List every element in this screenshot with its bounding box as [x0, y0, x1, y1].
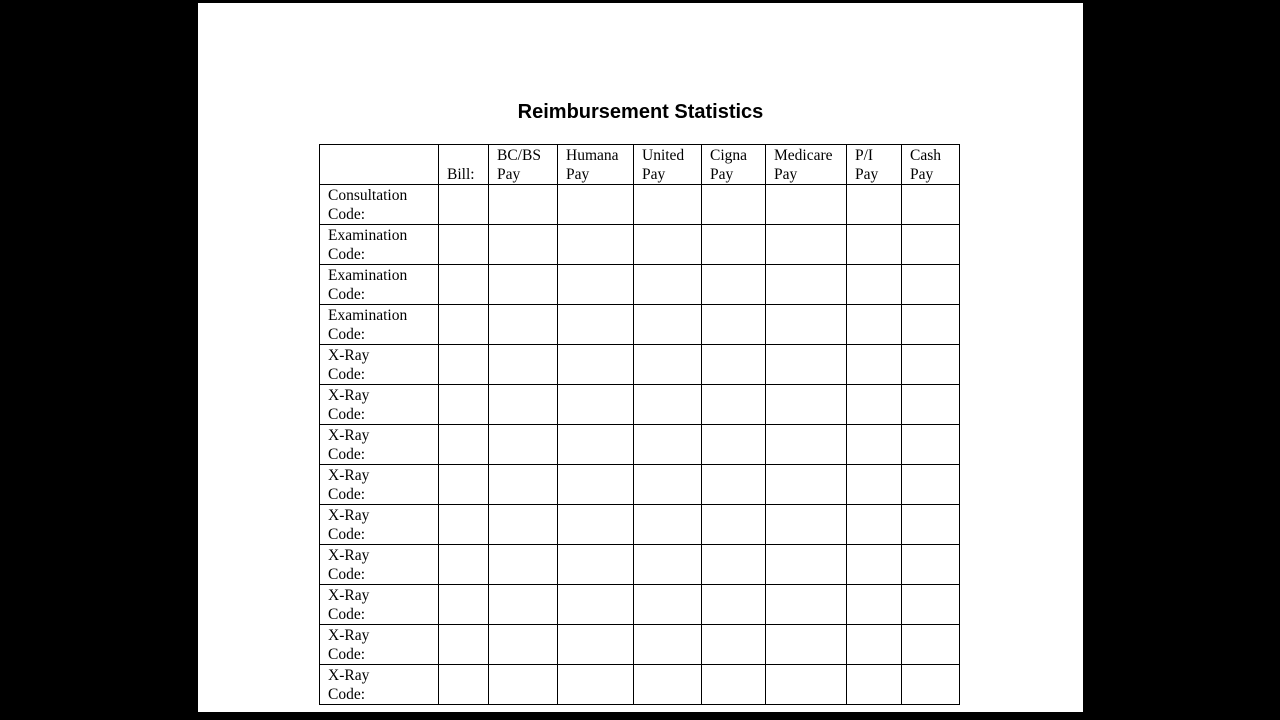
- table-cell-medicare-pay: [766, 545, 847, 585]
- table-cell-bcbs-pay: [489, 545, 558, 585]
- table-cell-cash-pay: [902, 185, 960, 225]
- row-label: [320, 465, 439, 505]
- row-label-line1: X-Ray: [328, 587, 370, 604]
- row-label-line1: X-Ray: [328, 667, 370, 684]
- table-cell-united-pay: [634, 305, 702, 345]
- table-row: [320, 225, 960, 265]
- table-cell-bcbs-pay: [489, 305, 558, 345]
- table-cell-bcbs-pay: [489, 185, 558, 225]
- row-label-line2: Code:: [328, 206, 366, 223]
- table-cell-cigna-pay: [702, 665, 766, 705]
- column-header-line1: BC/BS: [497, 147, 541, 164]
- table-cell-medicare-pay: [766, 425, 847, 465]
- table-cell-cigna-pay: [702, 625, 766, 665]
- table-cell-pi-pay: [847, 265, 902, 305]
- table-cell-united-pay: [634, 385, 702, 425]
- table-cell-united-pay: [634, 545, 702, 585]
- table-cell-humana-pay: [558, 665, 634, 705]
- table-row: [320, 665, 960, 705]
- table-row: [320, 505, 960, 545]
- table-cell-humana-pay: [558, 425, 634, 465]
- table-cell-cigna-pay: [702, 265, 766, 305]
- table-cell-humana-pay: [558, 585, 634, 625]
- row-label: [320, 585, 439, 625]
- row-label-line1: Examination: [328, 307, 408, 324]
- document-page: [198, 3, 1083, 712]
- column-header-medicare-pay: [766, 145, 847, 185]
- table-cell-cash-pay: [902, 225, 960, 265]
- table-cell-medicare-pay: [766, 345, 847, 385]
- table-cell-united-pay: [634, 465, 702, 505]
- table-cell-bill: [439, 585, 489, 625]
- column-header-humana-pay: [558, 145, 634, 185]
- column-header-line1: P/I: [855, 147, 874, 164]
- table-cell-bill: [439, 385, 489, 425]
- column-header-blank: [320, 145, 439, 185]
- table-cell-bill: [439, 265, 489, 305]
- row-label-line1: X-Ray: [328, 387, 370, 404]
- table-row: [320, 465, 960, 505]
- column-header-line1: Medicare: [774, 147, 833, 164]
- row-label-line1: Examination: [328, 227, 408, 244]
- column-header-line1: Cash: [910, 147, 941, 164]
- table-cell-medicare-pay: [766, 665, 847, 705]
- table-cell-pi-pay: [847, 385, 902, 425]
- table-cell-bcbs-pay: [489, 425, 558, 465]
- table-cell-pi-pay: [847, 505, 902, 545]
- table-cell-medicare-pay: [766, 265, 847, 305]
- column-header-line1: Cigna: [710, 147, 748, 164]
- column-header-line2: Pay: [855, 166, 879, 183]
- table-cell-cigna-pay: [702, 385, 766, 425]
- table-cell-pi-pay: [847, 465, 902, 505]
- table-cell-cash-pay: [902, 305, 960, 345]
- column-header-bcbs-pay: [489, 145, 558, 185]
- table-cell-pi-pay: [847, 545, 902, 585]
- column-header-line2: Pay: [497, 166, 521, 183]
- table-cell-united-pay: [634, 185, 702, 225]
- table-cell-pi-pay: [847, 185, 902, 225]
- table-body: [320, 185, 960, 705]
- table-cell-united-pay: [634, 225, 702, 265]
- table-cell-cigna-pay: [702, 305, 766, 345]
- column-header-line1: United: [642, 147, 685, 164]
- table-cell-cigna-pay: [702, 585, 766, 625]
- table-cell-pi-pay: [847, 225, 902, 265]
- table-row: [320, 385, 960, 425]
- table-cell-medicare-pay: [766, 625, 847, 665]
- column-header-line1: [328, 146, 432, 165]
- table-cell-bill: [439, 185, 489, 225]
- row-label-line2: Code:: [328, 686, 366, 703]
- table-cell-united-pay: [634, 665, 702, 705]
- table-cell-cash-pay: [902, 265, 960, 305]
- table-cell-bcbs-pay: [489, 345, 558, 385]
- row-label: [320, 425, 439, 465]
- table-cell-pi-pay: [847, 585, 902, 625]
- table-cell-cash-pay: [902, 665, 960, 705]
- table-cell-cigna-pay: [702, 465, 766, 505]
- table-cell-pi-pay: [847, 625, 902, 665]
- row-label-line2: Code:: [328, 326, 366, 343]
- row-label-line2: Code:: [328, 406, 366, 423]
- row-label: [320, 545, 439, 585]
- row-label: [320, 505, 439, 545]
- table-row: [320, 625, 960, 665]
- row-label-line1: X-Ray: [328, 627, 370, 644]
- table-cell-cigna-pay: [702, 345, 766, 385]
- table-cell-medicare-pay: [766, 585, 847, 625]
- table-cell-cash-pay: [902, 505, 960, 545]
- column-header-line2: Pay: [774, 166, 798, 183]
- table-cell-humana-pay: [558, 545, 634, 585]
- table-cell-united-pay: [634, 345, 702, 385]
- table-cell-cash-pay: [902, 425, 960, 465]
- column-header-line2: [328, 165, 432, 184]
- table-cell-bill: [439, 425, 489, 465]
- row-label: [320, 305, 439, 345]
- table-cell-bill: [439, 505, 489, 545]
- row-label-line1: X-Ray: [328, 347, 370, 364]
- table-cell-humana-pay: [558, 185, 634, 225]
- table-cell-bcbs-pay: [489, 265, 558, 305]
- table-row: [320, 585, 960, 625]
- table-cell-bill: [439, 305, 489, 345]
- row-label: [320, 185, 439, 225]
- row-label: [320, 265, 439, 305]
- row-label-line1: X-Ray: [328, 547, 370, 564]
- column-header-united-pay: [634, 145, 702, 185]
- column-header-line2: Pay: [910, 166, 934, 183]
- table-cell-medicare-pay: [766, 505, 847, 545]
- table-cell-humana-pay: [558, 625, 634, 665]
- row-label-line1: X-Ray: [328, 467, 370, 484]
- header-row: [320, 145, 960, 185]
- table-cell-cash-pay: [902, 585, 960, 625]
- table-cell-cigna-pay: [702, 545, 766, 585]
- table-cell-bcbs-pay: [489, 625, 558, 665]
- column-header-line2: Pay: [566, 166, 590, 183]
- table-cell-cash-pay: [902, 545, 960, 585]
- table-cell-pi-pay: [847, 665, 902, 705]
- row-label-line1: Examination: [328, 267, 408, 284]
- column-header-cash-pay: [902, 145, 960, 185]
- table-cell-humana-pay: [558, 505, 634, 545]
- column-header-line2: Pay: [710, 166, 734, 183]
- table-cell-bcbs-pay: [489, 505, 558, 545]
- table-cell-cash-pay: [902, 465, 960, 505]
- table-cell-bill: [439, 665, 489, 705]
- column-header-pi-pay: [847, 145, 902, 185]
- table-cell-cash-pay: [902, 345, 960, 385]
- table-cell-cigna-pay: [702, 505, 766, 545]
- column-header-line1: Humana: [566, 147, 619, 164]
- table-row: [320, 425, 960, 465]
- table-cell-cash-pay: [902, 385, 960, 425]
- row-label-line2: Code:: [328, 566, 366, 583]
- row-label-line2: Code:: [328, 246, 366, 263]
- table-row: [320, 545, 960, 585]
- table-cell-bill: [439, 465, 489, 505]
- table-cell-humana-pay: [558, 385, 634, 425]
- table-cell-pi-pay: [847, 345, 902, 385]
- table-cell-bcbs-pay: [489, 665, 558, 705]
- table-cell-bcbs-pay: [489, 465, 558, 505]
- row-label-line2: Code:: [328, 526, 366, 543]
- table-cell-bill: [439, 625, 489, 665]
- row-label: [320, 225, 439, 265]
- table-cell-bcbs-pay: [489, 585, 558, 625]
- row-label-line2: Code:: [328, 366, 366, 383]
- table-cell-bcbs-pay: [489, 225, 558, 265]
- row-label-line1: Consultation: [328, 187, 408, 204]
- column-header-line2: Bill:: [447, 166, 475, 183]
- row-label: [320, 665, 439, 705]
- table-row: [320, 265, 960, 305]
- table-cell-pi-pay: [847, 305, 902, 345]
- column-header-cigna-pay: [702, 145, 766, 185]
- row-label-line2: Code:: [328, 486, 366, 503]
- table-cell-medicare-pay: [766, 465, 847, 505]
- table-cell-cash-pay: [902, 625, 960, 665]
- table-cell-medicare-pay: [766, 385, 847, 425]
- table-cell-pi-pay: [847, 425, 902, 465]
- page-title: Reimbursement Statistics: [517, 101, 764, 123]
- table-cell-united-pay: [634, 505, 702, 545]
- table-cell-medicare-pay: [766, 225, 847, 265]
- table-cell-united-pay: [634, 425, 702, 465]
- table-cell-bill: [439, 545, 489, 585]
- row-label: [320, 345, 439, 385]
- row-label-line2: Code:: [328, 446, 366, 463]
- table-cell-cigna-pay: [702, 185, 766, 225]
- row-label-line1: X-Ray: [328, 427, 370, 444]
- row-label: [320, 625, 439, 665]
- table-cell-united-pay: [634, 625, 702, 665]
- table-cell-medicare-pay: [766, 185, 847, 225]
- table-row: [320, 305, 960, 345]
- table-cell-medicare-pay: [766, 305, 847, 345]
- row-label-line2: Code:: [328, 286, 366, 303]
- table-cell-humana-pay: [558, 305, 634, 345]
- table-cell-united-pay: [634, 265, 702, 305]
- row-label-line1: X-Ray: [328, 507, 370, 524]
- table-cell-united-pay: [634, 585, 702, 625]
- table-cell-bill: [439, 225, 489, 265]
- reimbursement-table: [319, 144, 960, 705]
- column-header-bill: [439, 145, 489, 185]
- table-row: [320, 345, 960, 385]
- table-cell-bcbs-pay: [489, 385, 558, 425]
- column-header-line1: [447, 146, 482, 165]
- table-cell-humana-pay: [558, 465, 634, 505]
- table-cell-cigna-pay: [702, 225, 766, 265]
- column-header-line2: Pay: [642, 166, 666, 183]
- row-label: [320, 385, 439, 425]
- table-cell-cigna-pay: [702, 425, 766, 465]
- row-label-line2: Code:: [328, 646, 366, 663]
- table-row: [320, 185, 960, 225]
- row-label-line2: Code:: [328, 606, 366, 623]
- table-cell-humana-pay: [558, 265, 634, 305]
- table-cell-humana-pay: [558, 225, 634, 265]
- table-cell-humana-pay: [558, 345, 634, 385]
- table-cell-bill: [439, 345, 489, 385]
